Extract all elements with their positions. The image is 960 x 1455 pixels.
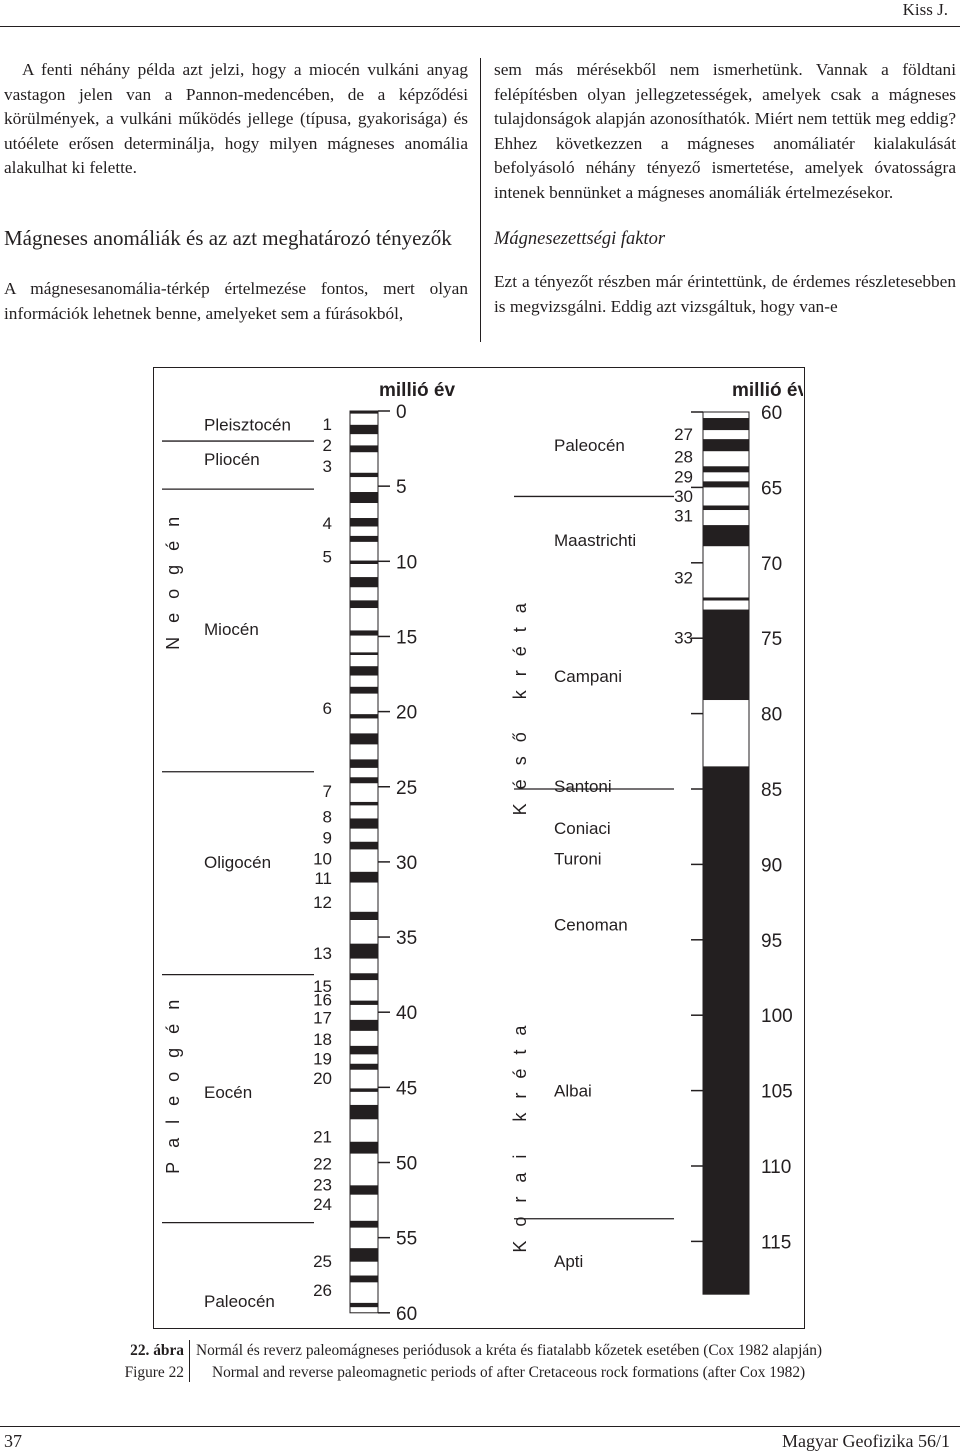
right-reverse-polarity-band — [703, 418, 749, 430]
left-paragraph-2: A mágnesesanomália-térkép értelmezése fontos, mert olyan információk lehetnek benne, amelyeket sem a fúrásokból, — [4, 278, 468, 323]
left-chron-label: 17 — [313, 1008, 332, 1028]
left-chron-label: 24 — [313, 1195, 332, 1215]
left-normal-polarity-band — [350, 1088, 378, 1091]
left-axis-tick-label: 5 — [396, 477, 407, 499]
axis-unit-label-left: millió év — [379, 380, 456, 401]
right-chron-label: 28 — [674, 447, 693, 467]
left-chron-label: 7 — [322, 781, 332, 801]
left-normal-polarity-band — [350, 666, 378, 675]
right-reverse-polarity-band — [703, 505, 749, 510]
left-normal-polarity-band — [350, 973, 378, 980]
right-axis-tick-label: 60 — [761, 403, 783, 424]
journal-name: Magyar Geofizika 56/1 — [782, 1431, 950, 1451]
left-paragraph-1: A fenti néhány példa azt jelzi, hogy a miocén vulkáni anyag vastagon jelen van a Pannon-medencében, de a képződési körülmények, a vulkáni működés jellege (típusa, gyakorisága) és utóélete erősen determinálja, hogy milyen mágneses anomália alakulhat ki felette. — [4, 60, 468, 178]
left-axis-tick-label: 60 — [396, 1303, 418, 1325]
right-reverse-polarity-band — [703, 766, 749, 1294]
caption-text-hu: Normál és reverz paleomágneses periódusok a kréta és fiatalabb kőzetek esetében (Cox 1982 alapján) — [196, 1342, 823, 1359]
right-chron-label: 32 — [674, 568, 693, 588]
right-reverse-polarity-band — [703, 481, 749, 487]
right-reverse-polarity-band — [703, 610, 749, 700]
right-axis-tick-label: 105 — [761, 1081, 793, 1103]
left-epoch-label: Miocén — [204, 619, 259, 639]
right-stage-label: Campani — [554, 666, 623, 686]
left-normal-polarity-band — [350, 425, 378, 434]
left-epoch-label: Eocén — [204, 1082, 253, 1102]
era-label: Neogén — [163, 502, 183, 650]
left-normal-polarity-band — [350, 1221, 378, 1228]
left-normal-polarity-band — [350, 630, 378, 635]
right-reverse-polarity-band — [703, 439, 749, 451]
era-label: Paleogén — [163, 985, 183, 1174]
subsection-heading: Mágnesezettségi faktor — [494, 228, 666, 249]
left-chron-label: 1 — [322, 415, 332, 435]
left-normal-polarity-band — [350, 411, 378, 414]
left-normal-polarity-band — [350, 652, 378, 655]
left-chron-label: 2 — [322, 436, 332, 456]
right-column — [494, 58, 956, 319]
left-normal-polarity-band — [350, 1185, 378, 1194]
left-axis-tick-label: 55 — [396, 1228, 418, 1250]
header-rule — [0, 26, 960, 27]
right-stage-label: Maastrichti — [554, 531, 637, 551]
left-column — [4, 58, 468, 326]
left-chron-label: 21 — [313, 1127, 332, 1147]
footer-rule — [0, 1426, 960, 1427]
right-stage-label: Cenoman — [554, 915, 628, 935]
right-axis-tick-label: 110 — [761, 1157, 792, 1178]
left-normal-polarity-band — [350, 1001, 378, 1005]
left-chron-label: 22 — [313, 1154, 332, 1174]
left-normal-polarity-band — [350, 777, 378, 783]
left-chron-label: 13 — [313, 944, 332, 964]
left-chron-label: 16 — [313, 990, 332, 1010]
left-normal-polarity-band — [350, 536, 378, 542]
caption-separator — [189, 1340, 190, 1382]
left-chron-label: 23 — [313, 1175, 332, 1195]
left-chron-label: 8 — [322, 807, 332, 827]
left-normal-polarity-band — [350, 872, 378, 883]
left-epoch-label: Oligocén — [204, 852, 272, 872]
left-chron-label: 10 — [313, 849, 332, 869]
left-chron-label: 9 — [322, 828, 332, 848]
left-axis-tick-label: 30 — [396, 852, 418, 874]
caption-number-en: Figure 22 — [124, 1364, 184, 1381]
right-axis-tick-label: 80 — [761, 704, 783, 726]
caption-number-hu: 22. ábra — [130, 1342, 184, 1359]
figure-frame — [153, 367, 805, 1329]
left-chron-label: 12 — [313, 892, 332, 912]
left-chron-label: 3 — [322, 457, 332, 477]
left-chron-label: 15 — [313, 977, 332, 997]
left-normal-polarity-band — [350, 561, 378, 564]
left-chron-label: 11 — [314, 868, 332, 888]
left-axis-tick-label: 20 — [396, 702, 418, 724]
right-axis-tick-label: 75 — [761, 629, 783, 651]
left-normal-polarity-band — [350, 1105, 378, 1119]
left-normal-polarity-band — [350, 1248, 378, 1262]
left-axis-tick-label: 50 — [396, 1153, 418, 1175]
left-normal-polarity-band — [350, 600, 378, 608]
right-axis-tick-label: 85 — [761, 780, 783, 801]
left-normal-polarity-band — [350, 1020, 378, 1031]
left-chron-label: 5 — [322, 547, 332, 567]
left-epoch-label: Pleisztocén — [204, 415, 291, 435]
left-axis-tick-label: 45 — [396, 1078, 418, 1100]
right-chron-label: 27 — [674, 425, 693, 445]
left-polarity-column — [350, 411, 378, 1313]
left-normal-polarity-band — [350, 759, 378, 767]
left-chron-label: 20 — [313, 1068, 332, 1088]
left-epoch-label: Paleocén — [204, 1291, 275, 1311]
right-chron-label: 33 — [674, 628, 693, 648]
right-reverse-polarity-band — [703, 525, 749, 546]
right-axis-tick-label: 95 — [761, 930, 783, 952]
left-normal-polarity-band — [350, 1276, 378, 1283]
section-heading: Mágneses anomáliák és az azt meghatározó tényezők — [4, 225, 452, 250]
right-axis-tick-label: 100 — [761, 1006, 793, 1028]
left-normal-polarity-band — [350, 733, 378, 744]
right-stage-label: Paleocén — [554, 436, 625, 456]
right-stage-label: Apti — [554, 1252, 584, 1272]
left-axis-tick-label: 25 — [396, 777, 418, 799]
right-reverse-polarity-band — [703, 466, 749, 472]
left-normal-polarity-band — [350, 687, 378, 694]
left-normal-polarity-band — [350, 492, 378, 503]
era-label: Korai kréta — [510, 1011, 530, 1253]
left-axis-tick-label: 35 — [396, 928, 418, 950]
left-axis-tick-label: 10 — [396, 552, 418, 574]
left-axis-tick-label: 15 — [396, 627, 418, 649]
axis-unit-label-right: millió év — [732, 380, 803, 401]
left-chron-label: 25 — [313, 1252, 332, 1272]
right-axis-tick-label: 115 — [761, 1232, 792, 1254]
left-normal-polarity-band — [350, 818, 378, 828]
column-divider — [480, 58, 481, 342]
right-chron-label: 31 — [674, 506, 693, 526]
left-normal-polarity-band — [350, 1303, 378, 1307]
right-axis-tick-label: 65 — [761, 478, 783, 500]
left-normal-polarity-band — [350, 802, 378, 805]
caption-text-en: Normal and reverse paleomagnetic periods of after Cretaceous rock formations (after Cox 1982) — [212, 1364, 806, 1381]
left-epoch-label: Pliocén — [204, 450, 260, 470]
right-axis-tick-label: 90 — [761, 855, 783, 877]
right-axis-tick-label: 70 — [761, 553, 783, 575]
right-chron-label: 29 — [674, 467, 693, 487]
left-chron-label: 26 — [313, 1280, 332, 1300]
right-paragraph-2: Ezt a tényezőt részben már érintettünk, de érdemes részletesebben is megvizsgálni. Eddig azt vizsgáltuk, hogy van-e — [494, 272, 956, 316]
page-number: 37 — [4, 1431, 22, 1451]
left-chron-label: 6 — [322, 699, 332, 719]
left-axis-tick-label: 0 — [396, 402, 407, 423]
left-chron-label: 4 — [322, 514, 332, 534]
running-header-author: Kiss J. — [902, 0, 948, 19]
left-normal-polarity-band — [350, 1064, 378, 1070]
left-normal-polarity-band — [350, 1046, 378, 1054]
paleomagnetic-timescale-figure — [154, 368, 803, 1327]
right-paragraph-1: sem más mérésekből nem ismerhetünk. Vannak a földtani felépítésben olyan jellegzetességek, amelyek csak a mágneses tulajdonságok alapján azonosíthatók. Miért nem tettük meg eddig? Ehhez következzen a mágneses anomáliatér kialakulását befolyásoló néhány tényező ismertetése, amelyek óvatosságra intenek bennünket a mágneses anomáliák értelmezésekor. — [494, 60, 956, 202]
left-normal-polarity-band — [350, 1142, 378, 1154]
left-normal-polarity-band — [350, 577, 378, 587]
left-normal-polarity-band — [350, 842, 378, 850]
right-stage-label: Coniaci — [554, 819, 611, 839]
left-axis-tick-label: 40 — [396, 1003, 418, 1025]
left-chron-label: 19 — [313, 1049, 332, 1069]
right-stage-label: Albai — [554, 1081, 592, 1101]
left-normal-polarity-band — [350, 445, 378, 452]
left-normal-polarity-band — [350, 473, 378, 477]
left-normal-polarity-band — [350, 944, 378, 959]
left-chron-label: 18 — [313, 1029, 332, 1049]
era-label: Késő kréta — [510, 589, 530, 816]
right-chron-label: 30 — [674, 486, 693, 506]
left-normal-polarity-band — [350, 912, 378, 920]
right-stage-label: Santoni — [554, 776, 612, 796]
right-stage-label: Turoni — [554, 849, 602, 869]
left-normal-polarity-band — [350, 714, 378, 718]
left-normal-polarity-band — [350, 518, 378, 526]
right-reverse-polarity-band — [703, 597, 749, 600]
